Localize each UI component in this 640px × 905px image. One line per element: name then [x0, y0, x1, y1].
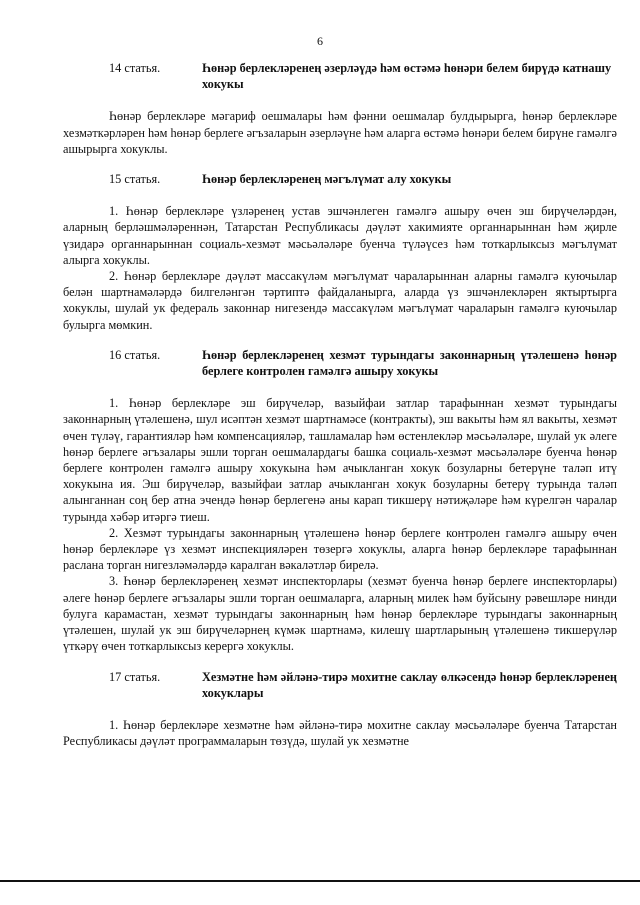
page-bottom-rule: [0, 880, 640, 882]
article-number: 14 статья.: [109, 61, 161, 75]
article-title: Хезмәтне һәм әйләнә-тирә мохитне саклау өлкәсендә һөнәр берлекләренең хокуклары: [202, 669, 617, 700]
article-title: Һөнәр берлекләренең мәгълүмат алу хокукы: [202, 172, 452, 187]
article-16: [63, 347, 617, 655]
article-number: 15 статья.: [109, 172, 161, 187]
paragraph: 1. Һөнәр берлекләре хезмәтне һәм әйләнә-тирә мохитне саклау мәсьәләләре буенча Татарстан Республикасы дәүләт программаларын төзүдә, шулай ук хезмәтне: [63, 717, 617, 749]
article-heading: [63, 669, 617, 701]
article-number: 17 статья.: [109, 669, 161, 684]
article-title: Һөнәр берлекләренең әзерләүдә һәм өстәмә һөнәри белем бирүдә катнашу хокукы: [202, 61, 612, 92]
paragraph: 2. Һөнәр берлекләре дәүләт массакүләм мәгълүмат чараларыннан аларны гамәлгә куючылар белән шартнамәләрдә билгеләнгән тәртиптә файдаланырга, аларда үз эшчәнлекләрен яктыртырга хокуклы, шулай ук федераль законнар нигезендә массакүләм мәгълүмат чараларын гамәлгә куючылар булырга мөмкин.: [63, 269, 617, 332]
article-heading: [63, 60, 617, 92]
document-body: [63, 60, 617, 749]
article-number: 16 статья.: [109, 347, 161, 362]
article-heading: [63, 171, 617, 187]
paragraph: 2. Хезмәт турындагы законнарның үтәлешенә һөнәр берлеге контролен гамәлгә ашыру өчен һөнәр берлекләре үз хезмәт инспекцияләрен төзергә хокуклы, аларга һөнәр берлекләре тарафыннан раслана торган нигезләмәләрдә каралган вәкаләтләр бирелә.: [63, 525, 617, 573]
paragraph: 1. Һөнәр берлекләре үзләренең устав эшчәнлеген гамәлгә ашыру өчен эш бирүчеләрдән, аларның берләшмәләреннән, Татарстан Республикасы дәүләт хакимияте органнарыннан һәм җирле үзидарә органнарыннан социаль-хезмәт мәсьәләләре буенча түләүсез һәм тоткарлыксыз мәгълүмат алырга хокуклы.: [63, 204, 617, 267]
article-15: [63, 171, 617, 333]
page-number: 6: [317, 34, 323, 48]
article-14: [63, 60, 617, 157]
paragraph: Һөнәр берлекләре мәгариф оешмалары һәм фәнни оешмалар булдырырга, һөнәр берлекләре хезмәткәрләрен һәм һөнәр берлеге әгъзаларын әзерләүне һәм аларга өстәмә һөнәри белем бирүне гамәлгә ашырырга хокуклы.: [63, 109, 618, 156]
article-title: Һөнәр берлекләренең хезмәт турындагы законнарның үтәлешенә һөнәр берлеге контролен гамәлгә ашыру хокукы: [202, 347, 617, 379]
article-heading: [63, 347, 617, 379]
paragraph: 3. Һөнәр берлекләренең хезмәт инспекторлары (хезмәт буенча һөнәр берлеге инспекторлары) әлеге һөнәр берлеге әгъзалары эшли торган оешмаларга, аларның милек һәм буйсыну рәвешләре нинди булуга карамастан, хезмәт турындагы законнарның һәм һөнәр берлекләре турындагы законнарның үтәлешен, шулай ук эш бирүчеләрнең күмәк шартнамә, килешү шартларының үтәлешенә тикшерүләр үткәрү өчен тоткарлыксыз керергә хокуклы.: [63, 574, 617, 654]
paragraph: 1. Һөнәр берлекләре эш бирүчеләр, вазыйфаи затлар тарафыннан хезмәт турындагы законнарның үтәлешенә, шул исәптән хезмәт шартнамәсе (контракты), эш вакыты һәм ял вакыты, хезмәт өчен түләү, гарантияләр һәм компенсацияләр, ташламалар һәм өстенлекләр мәсьәләләре, шулай ук әлеге һөнәр берлеге әгъзалары эшли торган оешмалардагы башка социаль-хезмәт мәсьәләләре буенча һөнәр берлеге контролен гамәлгә ашыру хокукына һәм ачыкланган хокук бозуларны бетерүне таләп итү хокукына ия. Эш бирүчеләр, вазыйфаи затлар ачыкланган хокук бозуларны бетерү турында таләп алынганнан соң бер атна эчендә һөнәр берлегенә аны карап тикшерү нәтиҗәләре һәм күрелгән чаралар турында хәбәр итәргә тиеш.: [63, 396, 617, 524]
article-17: [63, 669, 617, 750]
